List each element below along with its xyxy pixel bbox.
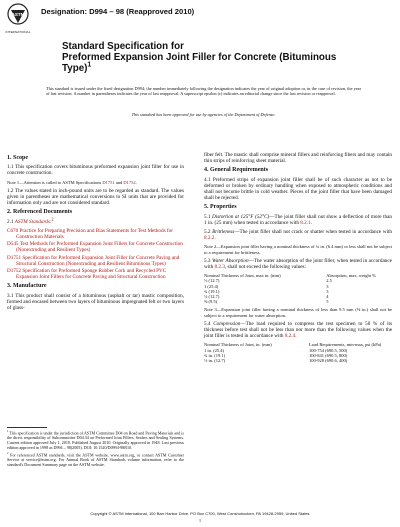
compression-table [204,342,392,363]
paragraph-5-3: 5.3 Water Absorption—The water absorption of the joint filler, when tested in accordance with 8.2.3, shall not exceed the following values: [204,257,392,271]
paragraph-5-4: 5.4 Compression—The load required to compress the test specimen to 50 % of its thickness before test shall not be less than nor more than the following values when the joint filler is tested in accordance with 8.2.4. [204,320,392,340]
reference-code-link[interactable]: C670 [7,227,19,234]
paragraph-5-1: 5.1 Distortion at 125°F (52°C)—The joint filler shall not show a deflection of more than 1 in. (25 mm) when tested in accordance with 8.2.1. [204,213,392,226]
footnote-2: $^2$ For referenced ASTM standards, visit the ASTM website, www.astm.org, or contact ASTM Customer Service at service@astm.org. For Annual Book of ASTM Standards volume information, refer to the standard's Document Summary page on the ASTM website. [7,450,184,468]
astm-standards-link[interactable]: ASTM Standards: [14,218,52,225]
paragraph-2-1: 2.1 ASTM Standards:$^2$ [7,216,54,225]
table-row: ¾ in. (19.1) 100-841 (690.5, 800) [204,352,348,358]
footnote-divider [7,427,47,428]
footnote-marker-2: 2 [51,216,54,221]
footnotes [7,427,184,470]
paragraph-1-1: 1.1 This specification covers bituminous preformed expansion joint filler for use in concrete construction. [7,164,184,177]
paragraph-1-2: 1.2 The values stated in inch-pound units are to be regarded as standard. The values given in parentheses are mathematical conversions to SI units that are provided for information only and are not considered standard. [7,187,184,207]
paragraph-4-1: 4.1 Preformed strips of expansion joint filler shall be of such character as not to be deformed or broken by ordinary handling when exposed to atmospheric conditions and shall not become brittle in cold weather. Pieces of the joint filler that have been damaged shall be rejected. [204,176,392,202]
section-link-8-2-2[interactable]: 8.2.2 [204,235,215,242]
table-header-cell: Absorption, max, weight % [326,273,376,279]
note-3: Note 3—Expansion joint filler having a nominal thickness of less than 9.5 mm (⅜ in.) shall not be subject to a requirement for water absorption. [204,307,392,318]
designation: Designation: D994 – 98 (Reapproved 2010) [41,7,195,16]
reference-item: D1751 Specification for Preformed Expansion Joint Filler for Concrete Paving and Structural Construction (Nonextruding and Resilient Bituminous Types) [7,254,180,267]
table-row: ½ (12.7) 2.5 [204,278,332,284]
section-heading-manufacture: 3. Manufacture [7,283,47,290]
table-row: 1 in. (25.4) 100-754 (690.5, 500) [204,347,348,353]
reference-item: D545 Test Methods for Preformed Expansion Joint Fillers for Concrete Construction (Nonextruding and Resilient Types) [7,241,183,254]
copyright-footer: Copyright © ASTM International, 100 Barr Harbor Drive, PO Box C700, West Conshohocken, PA 19428-2959, United States [90,511,310,516]
table-row: ¾ (19.1) 3 [204,288,329,294]
section-link-8-2-1[interactable]: 8.2.1 [300,219,311,226]
section-heading-scope: 1. Scope [7,155,28,161]
section-heading-general-requirements: 4. General Requirements [204,167,269,174]
page-number: 1 [198,518,202,523]
title-footnote-marker: 1 [87,61,92,69]
logo-caption: INTERNATIONAL [5,30,31,34]
note-2: Note 2—Expansion joint filler having a nominal thickness of ¼ in. (6.4 mm) or less shall not be subject to a requirement for brittleness. [204,244,392,255]
table-row: ½ in. (12.7) 100-928 (690.6, 400) [204,358,348,364]
right-column [204,152,392,366]
table-header-cell: Nominal Thickness of Joint, max in. (mm) [204,273,281,279]
reference-link-d1751[interactable]: D1751 [102,179,115,185]
section-link-8-2-3[interactable]: 8.2.3 [214,264,225,271]
table-row: ⅜ (9.5) 5 [204,299,329,305]
page-title [62,41,362,74]
reference-item: D1752 Specification for Preformed Sponge Rubber Cork and Recycled PVC Expansion Joint Fillers for Concrete Paving and Structural Construction [7,268,167,281]
left-column [7,152,184,314]
reference-code-link[interactable]: D1752 [7,268,22,275]
table-row: 1 (25.4) 3 [204,283,329,289]
footnote-1: $^1$ This specification is under the jurisdiction of ASTM Committee D04 on Road and Paving Materials and is the direct responsibility of Subcommittee D04.34 on Preformed Joint Fillers, Sealers and Sealing Systems. Current edition approved July 1, 2010. Published August 2010. Originally approved in 1948. Last previous edition approved in 1998 as D994 – 98(2005). DOI: 10.1520/D0994-98R10. [7,429,184,451]
paragraph-3-1-continued: fiber felt. The mastic shall comprise mineral fillers and reinforcing fibers and may contain thin strips of reinforcing sheet material. [204,152,392,165]
table-header-cell: Nominal Thickness of Joint, in. (mm) [204,342,272,348]
reference-item: C670 Practice for Preparing Precision and Bias Statements for Test Methods for Construction Materials [7,227,173,241]
absorption-table [204,273,392,304]
dod-statement: This standard has been approved for use by agencies of the Department of Defense. [131,112,276,117]
title-line-3: Type)$^1$ [62,61,92,74]
astm-logo-icon [7,3,29,30]
title-line-2: Preformed Expansion Joint Filler for Concrete (Bituminous [62,52,337,63]
reference-code-link[interactable]: D1751 [7,254,22,261]
title-line-1: Standard Specification for [62,41,184,52]
note-1: Note 1—Attention is called to ASTM Specifications D1751 and D1752. [7,179,137,185]
svg-text:ASTM: ASTM [11,12,25,17]
issuance-statement: This standard is issued under the fixed designation D994; the number immediately following the designation indicates the year of original adoption or, in the case of revision, the year of last revision. A number in parentheses indicates the year of last reapproval. A superscript epsilon (ε) indicates an editorial change since the last revision or reapproval. [46,86,361,97]
reference-link-d1752[interactable]: D1752 [123,179,136,185]
table-row: ½ (12.7) 4 [204,294,329,300]
table-header-cell: Load Requirements, min-max, psi (kPa) [308,342,382,348]
paragraph-5-2: 5.2 Brittleness—The joint filler shall not crack or shatter when tested in accordance with 8.2.2. [204,229,393,242]
section-heading-properties: 5. Properties [204,204,237,211]
section-link-8-2-4[interactable]: 8.2.4 [284,333,296,340]
section-heading-referenced-documents: 2. Referenced Documents [7,209,73,216]
paragraph-3-1: 3.1 This product shall consist of a bituminous (asphalt or tar) mastic composition, formed and encased between two layers of bituminous impregnated felt or two layers of glass- [7,292,184,312]
reference-code-link[interactable]: D545 [7,241,19,248]
